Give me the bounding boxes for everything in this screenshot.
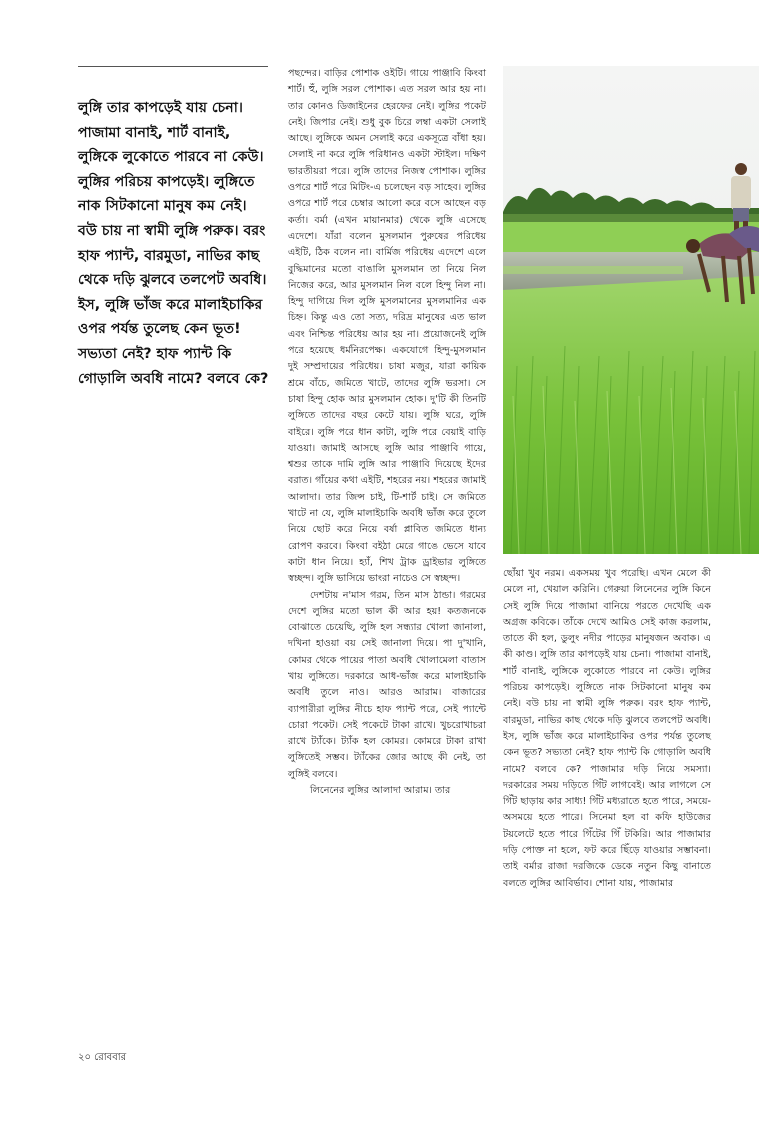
column-2-paragraph-2: দেশটায় ন'মাস গরম, তিন মাস ঠান্ডা। গরমের দেশে লুঙ্গির মতো ভাল কী আর হয়! কতজনকে বোঝাতে চেয়েছি, লুঙ্গি হল সন্ধ্যার খোলা জানালা, দখিনা হাওয়া বয় সেই জানালা দিয়ে। পা দু'খানি, কোমর থেকে পায়ের পাতা অবধি খোলামেলা বাতাস খায় লুঙ্গিতে। দরকারে আধ-ভাঁজ করে মালাইচাকি অবধি তুলে নাও। আরও আরাম। বাজারের ব্যাপারীরা লুঙ্গির নীচে হাফ প্যান্ট পরে, সেই প্যান্টে চোরা পকেট। সেই পকেটে টাকা রাখে। খুচরোখাচরা রাখে ট্যাঁকে। ট্যাঁক হল কোমর। কোমরে টাকা রাখা লুঙ্গিতেই সম্ভব। ট্যাঁকের জোর আছে কী নেই, তা লুঙ্গিই বলবে। [288, 589, 486, 780]
column-3-paragraph: ছোঁয়া খুব নরম। একসময় খুব পরেছি। এখন মেলে কী মেলে না, খেয়াল করিনি। গেরুয়া লিনেনের লুঙ্গি কিনে সেই লুঙ্গি দিয়ে পাজামা বানিয়ে পরতে দেখেছি এক অগ্রজ কবিকে। তাঁকে দেখে আমিও সেই কাজ করলাম, তাতে কী হল, ডুলুং নদীর পাড়ের মানুষজন অবাক। এ কী কাণ্ড। লুঙ্গি তার কাপড়েই যায় চেনা। পাজামা বানাই, শার্ট বানাই, লুঙ্গিকে লুকোতে পারবে না কেউ। লুঙ্গির পরিচয় কাপড়েই। লুঙ্গিতে নাক সিটকানো মানুষ কম নেই। বউ চায় না স্বামী লুঙ্গি পরুক। বরং হাফ প্যান্ট, বারমুডা, নাভির কাছ থেকে দড়ি ঝুলবে তলপেট অবধি। ইস, লুঙ্গি ভাঁজ করে মালাইচাকির ওপর পর্যন্ত তুলেছ কেন ভূত? সভ্যতা নেই? হাফ প্যান্ট কি গোড়ালি অবধি নামে? বলবে কে? পাজামার দড়ি নিয়ে সমস্যা। দরকারের সময় দড়িতে গিঁট লাগবেই। আর লাগলে সে গিঁট ছাড়ায় কার সাধ্য! গিঁট মধ্যরাতে হতে পারে, সময়ে-অসময়ে হতে পারে। সিনেমা হল বা কফি হাউজের টয়লেটে হতে পারে গিঁটের গিঁ টকিরি। আর পাজামার দড়ি পোক্ত না হলে, ফট করে ছিঁড়ে যাওয়ার সম্ভাবনা। তাই বর্মার রাজা দরজিকে ডেকে নতুন কিছু বানাতে বলতে লুঙ্গির আবির্ভাব। শোনা যায়, পাজামার [503, 568, 711, 889]
column-rule [78, 66, 268, 67]
column-2-paragraph-1: পছন্দের। বাড়ির পোশাক ওইটি। গায়ে পাঞ্জাবি কিংবা শার্ট। হুঁ, লুঙ্গি সরল পোশাক। এত সরল আর হয় না। তার কোনও ডিজাইনের হেরফের নেই। লুঙ্গির পকেট নেই। জিপার নেই। শুধু বুক চিরে লম্বা একটা সেলাই আছে। লুঙ্গিকে অমন সেলাই করে একসূত্রে বাঁধা হয়। সেলাই না করে লুঙ্গি পরিধানও একটা স্টাইল। দক্ষিণ ভারতীয়রা পরে। লুঙ্গি তাদের নিজস্ব পোশাক। লুঙ্গির ওপরে শার্ট পরে মিটিং-এ চলেছেন বড় সাহেব। লুঙ্গির ওপরে শার্ট পরে চেম্বার আলো করে বসে আছেন বড় কর্তা। বর্মা (এখন মায়ানমার) থেকে লুঙ্গি এসেছে এদেশে। যাঁরা বলেন মুসলমান পুরুষের পরিধেয় এইটি, ঠিক বলেন না। বার্মিজ পরিধেয় এদেশে এলে বুদ্ধিমানের মতো বাঙালি মুসলমান তা নিয়ে নিল নিজের করে, আর মুসলমান নিল বলে হিন্দু নিল না। হিন্দু দাগিয়ে দিল লুঙ্গি মুসলমানের মুসলমানির এক চিহ্ন। কিন্তু এও তো সত্য, দরিদ্র মানুষের এত ভাল এবং নিশ্চিন্ত পরিধেয় আর হয় না। প্রয়োজনেই লুঙ্গি পরে হয়েছে ধর্মনিরপেক্ষ। একযোগে হিন্দু-মুসলমান দুই সম্প্রদায়ের পরিধেয়। চাষা মজুর, যারা কায়িক শ্রমে বাঁচে, জমিতে খাটে, তাদের লুঙ্গি ভরসা। সে চাষা হিন্দু হোক আর মুসলমান হোক। দু'টি কী তিনটি লুঙ্গিতে তাদের বছর কেটে যায়। লুঙ্গি ঘরে, লুঙ্গি বাইরে। লুঙ্গি পরে ধান কাটা, লুঙ্গি পরে বেয়াই বাড়ি যাওয়া। জামাই আসছে লুঙ্গি আর পাঞ্জাবি গায়ে, শ্বশুর তাকে দামি লুঙ্গি আর পাঞ্জাবি দিয়েছে ইদের বরাত। গাঁয়ের কথা এইটি, শহরের নয়। শহরের জামাই আলাদা। তার জিন্স চাই, টি-শার্ট চাই। সে জমিতে খাটে না যে, লুঙ্গি মালাইচাকি অবধি ভাঁজ করে তুলে নিয়ে ছোট করে নিয়ে বর্ষা প্লাবিত জমিতে ধান্য রোপণ করবে। কিংবা বইঠা মেরে গাঙে ভেসে যাবে কাটা ধান নিয়ে। হ্যাঁ, শিখ ট্রাক ড্রাইভার লুঙ্গিতে স্বচ্ছন্দ। লুঙ্গি ভাসিয়ে ভাংরা নাচেও সে স্বচ্ছন্দ। [288, 68, 486, 585]
paddy-field-photo [503, 66, 759, 554]
paddy-field-illustration [503, 66, 759, 554]
column-2-paragraph-3: লিনেনের লুঙ্গির আলাদা আরাম। তার [310, 785, 451, 797]
pull-quote: লুঙ্গি তার কাপড়েই যায় চেনা। পাজামা বানাই, শার্ট বানাই, লুঙ্গিকে লুকোতে পারবে না কেউ। লুঙ্গির পরিচয় কাপড়েই। লুঙ্গিতে নাক সিটকানো মানুষ কম নেই। বউ চায় না স্বামী লুঙ্গি পরুক। বরং হাফ প্যান্ট, বারমুডা, নাভির কাছ থেকে দড়ি ঝুলবে তলপেট অবধি। ইস, লুঙ্গি ভাঁজ করে মালাইচাকির ওপর পর্যন্ত তুলেছ কেন ভূত! সভ্যতা নেই? হাফ প্যান্ট কি গোড়ালি অবধি নামে? বলবে কে? [78, 100, 269, 387]
article-column-3 [503, 566, 711, 892]
page-folio: ২০ রোববার [78, 1052, 127, 1063]
article-column-2 [288, 66, 486, 799]
